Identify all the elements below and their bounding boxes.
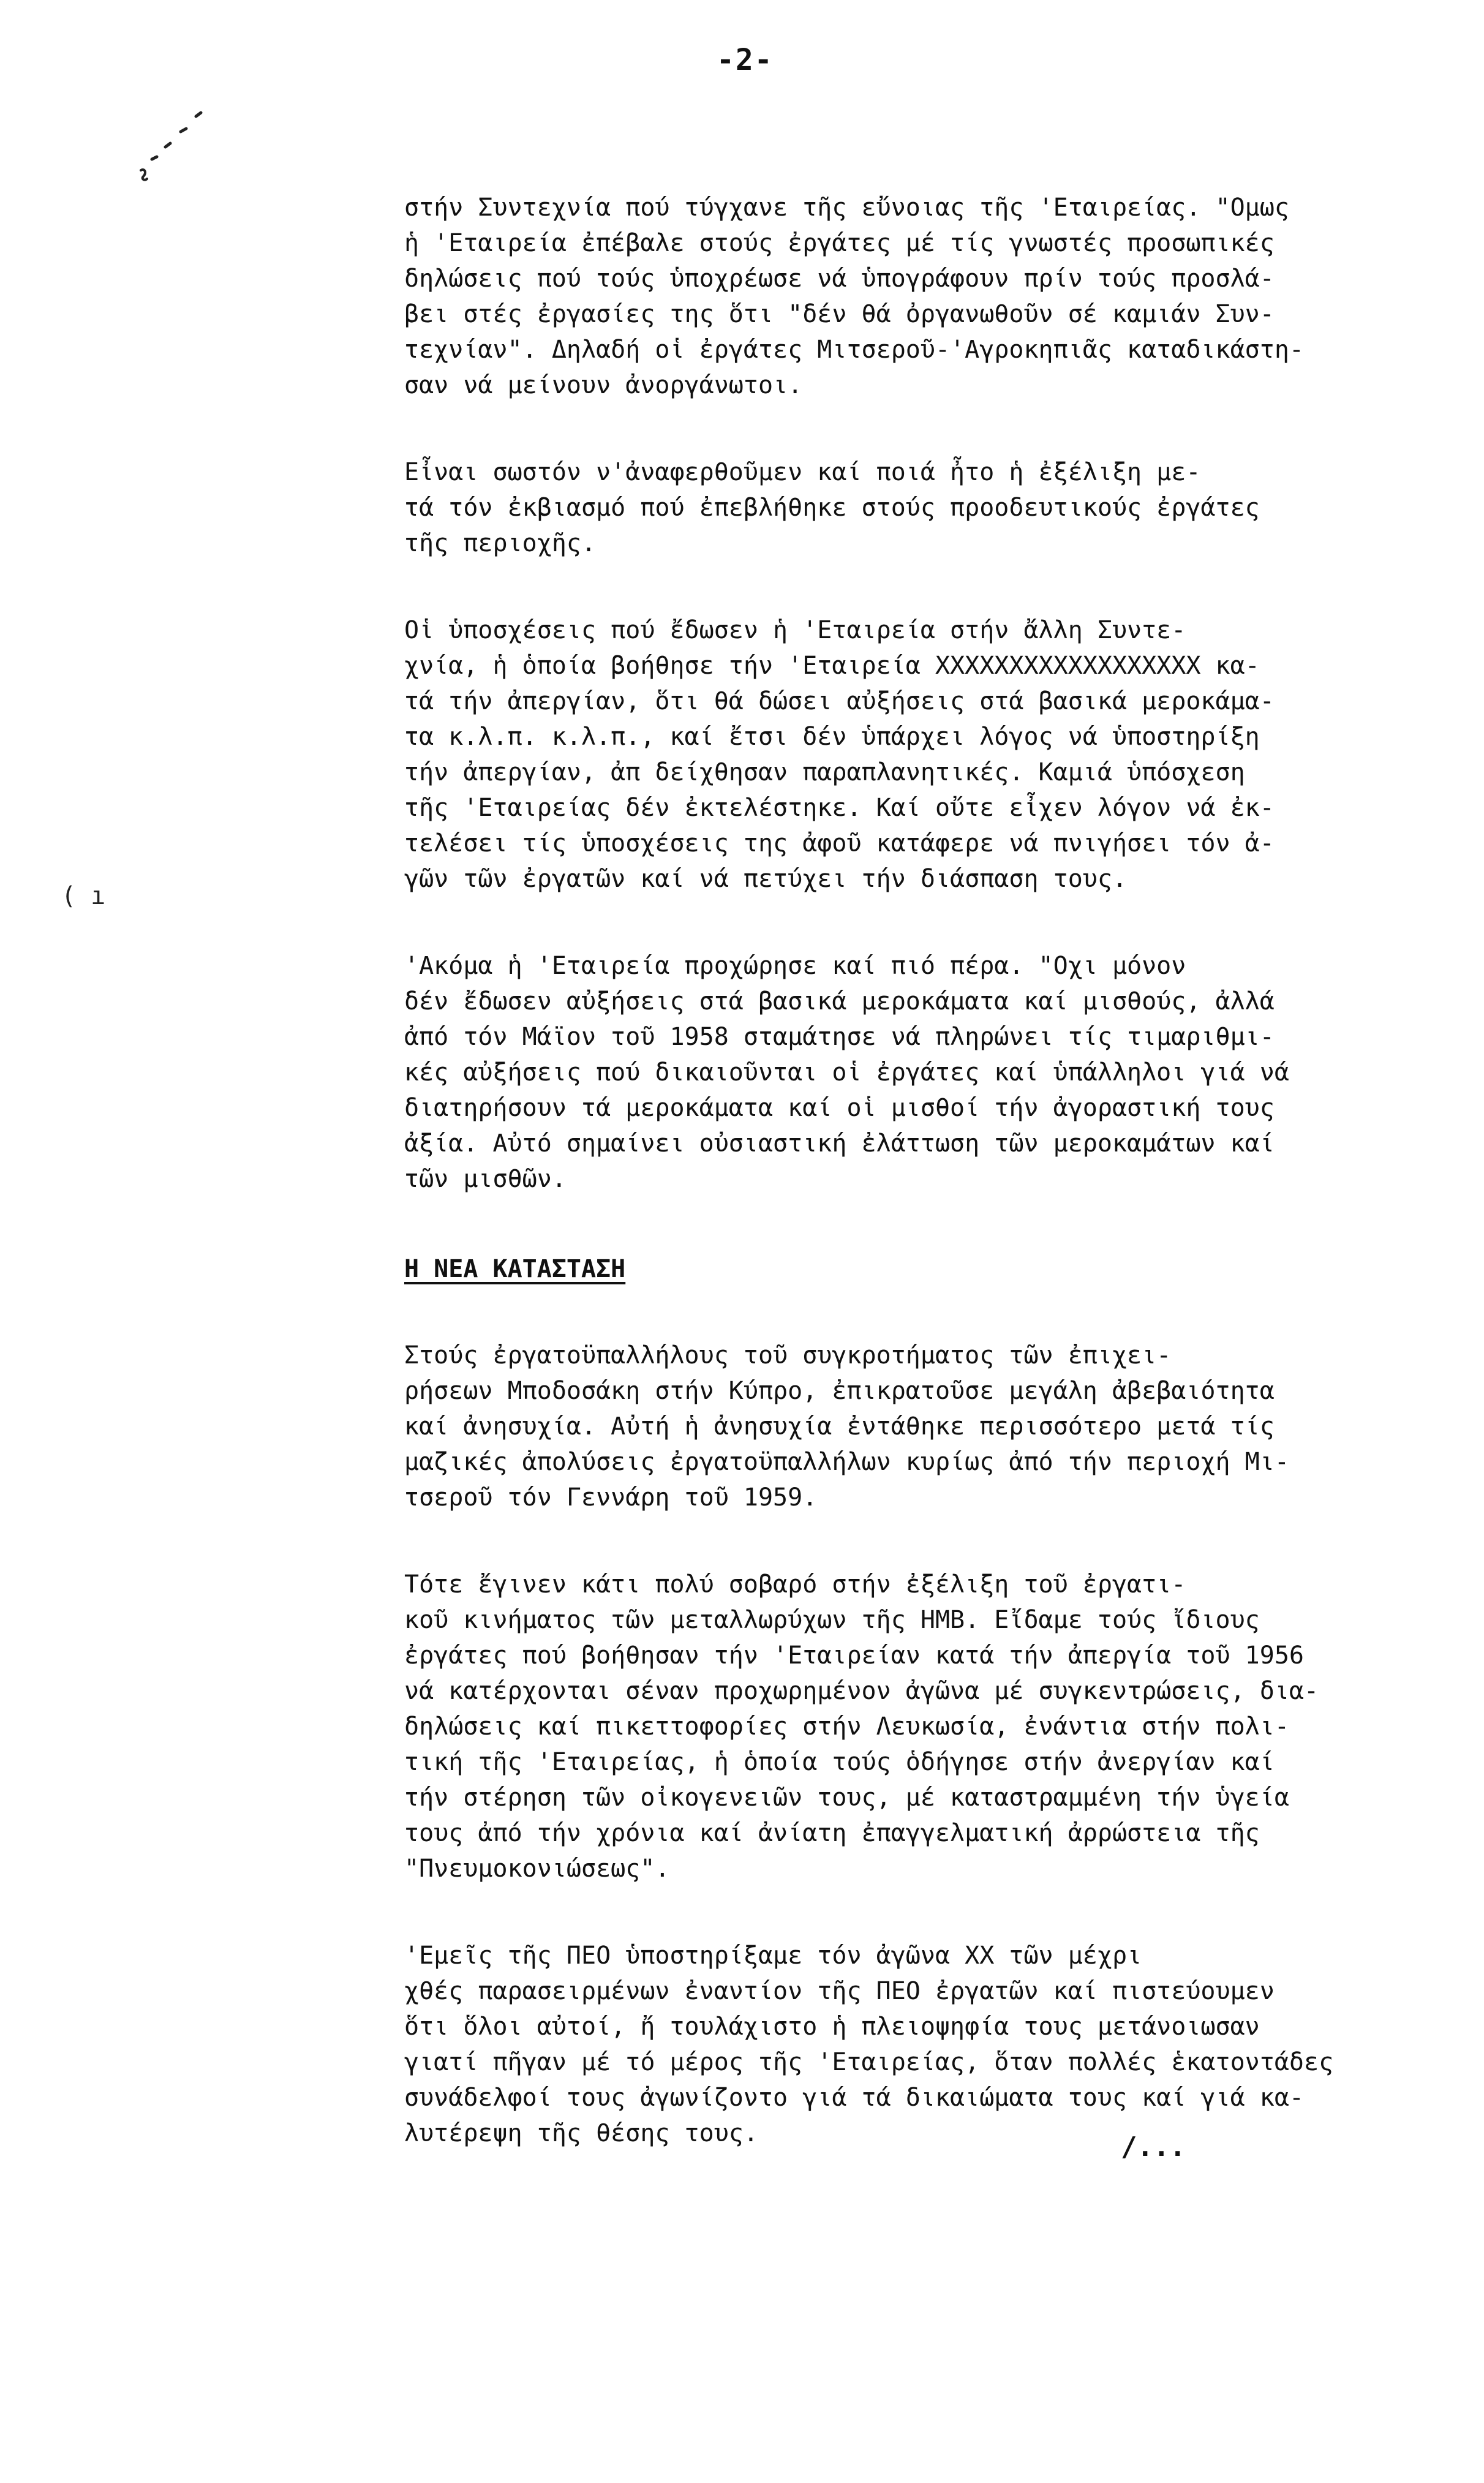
continuation-mark: /...	[1121, 2131, 1186, 2163]
paragraph-5: Στούς ἐργατοϋπαλλήλους τοῦ συγκροτήματος τῶν ἐπιχει- ρήσεων Μποδοσάκη στήν Κύπρο, ἐπικρατοῦσε μεγάλη ἀβεβαιότητα καί ἀνησυχία. Αὐτή ἡ ἀνησυχία ἐντάθηκε περισσότερο μετά τίς μαζικές ἀπολύσεις ἐργατοϋπαλλήλων κυρίως ἀπό τήν περιοχή Μι- τσεροῦ τόν Γεννάρη τοῦ 1959.	[404, 1341, 1289, 1512]
paragraph-7: 'Εμεῖς τῆς ΠΕΟ ὑποστηρίξαμε τόν ἀγῶνα ΧΧ τῶν μέχρι χθές παρασειρμένων ἐναντίον τῆς ΠΕΟ ἐργατῶν καί πιστεύουμεν ὅτι ὅλοι αὐτοί, ἤ τουλάχιστο ἡ πλειοψηφία τους μετάνοιωσαν γιατί πῆγαν μέ τό μέρος τῆς 'Εταιρείας, ὅταν πολλές ἑκατοντάδες συνάδελφοί τους ἀγωνίζοντο γιά τά δικαιώματα τους καί γιά κα- λυτέρεψη τῆς θέσης τους.	[404, 1942, 1334, 2147]
page-number: -2-	[717, 43, 774, 77]
paragraph-1: στήν Συντεχνία πού τύγχανε τῆς εὔνοιας τῆς 'Εταιρείας. "Ομως ἡ 'Εταιρεία ἐπέβαλε στούς ἐργάτες μέ τίς γνωστές προσωπικές δηλώσεις πού τούς ὑποχρέωσε νά ὑπογράφουν πρίν τούς προσλά- βει στές ἐργασίες της ὅτι "δέν θά ὀργανωθοῦν σέ καμιάν Συν- τεχνίαν". Δηλαδή οἱ ἐργάτες Μιτσεροῦ-'Αγροκηπιᾶς καταδικάστη- σαν νά μείνουν ἀνοργάνωτοι.	[404, 194, 1305, 399]
document-body	[404, 190, 1415, 2151]
paragraph-2: Εἶναι σωστόν ν'ἀναφερθοῦμεν καί ποιά ἦτο ἡ ἐξέλιξη με- τά τόν ἐκβιασμό πού ἐπεβλήθηκε στούς προοδευτικούς ἐργάτες τῆς περιοχῆς.	[404, 458, 1260, 557]
paragraph-6: Τότε ἔγινεν κάτι πολύ σοβαρό στήν ἐξέλιξη τοῦ ἐργατι- κοῦ κινήματος τῶν μεταλλωρύχων τῆς ΗΜΒ. Εἴδαμε τούς ἴδιους ἐργάτες πού βοήθησαν τήν 'Εταιρείαν κατά τήν ἀπεργία τοῦ 1956 νά κατέρχονται σέναν προχωρημένον ἀγῶνα μέ συγκεντρώσεις, δια- δηλώσεις καί πικεττοφορίες στήν Λευκωσία, ἐνάντια στήν πολι- τική τῆς 'Εταιρείας, ἡ ὁποία τούς ὁδήγησε στήν ἀνεργίαν καί τήν στέρηση τῶν οἰκογενειῶν τους, μέ καταστραμμένη τήν ὑγεία τους ἀπό τήν χρόνια καί ἀνίατη ἐπαγγελματική ἀρρώστεια τῆς "Πνευμοκονιώσεως".	[404, 1570, 1319, 1883]
handwritten-margin-mark	[122, 104, 233, 202]
paragraph-4: 'Ακόμα ἡ 'Εταιρεία προχώρησε καί πιό πέρα. "Οχι μόνον δέν ἔδωσεν αὐξήσεις στά βασικά μεροκάματα καί μισθούς, ἀλλά ἀπό τόν Μάϊον τοῦ 1958 σταμάτησε νά πληρώνει τίς τιμαριθμι- κές αὐξήσεις πού δικαιοῦνται οἱ ἐργάτες καί ὑπάλληλοι γιά νά διατηρήσουν τά μεροκάματα καί οἱ μισθοί τήν ἀγοραστική τους ἀξία. Αὐτό σημαίνει οὐσιαστική ἐλάττωση τῶν μεροκαμάτων καί τῶν μισθῶν.	[404, 952, 1289, 1193]
margin-bracket-mark: ( ı	[61, 882, 106, 910]
paragraph-3: Οἱ ὑποσχέσεις πού ἔδωσεν ἡ 'Εταιρεία στήν ἄλλη Συντε- χνία, ἡ ὁποία βοήθησε τήν 'Εταιρεία XXXXXXXXXXXXXXXXXX κα- τά τήν ἀπεργίαν, ὅτι θά δώσει αὐξήσεις στά βασικά μεροκάμα- τα κ.λ.π. κ.λ.π., καί ἔτσι δέν ὑπάρχει λόγος νά ὑποστηρίξη τήν ἀπεργίαν, ἀπ δείχθησαν παραπλανητικές. Καμιά ὑπόσχεση τῆς 'Εταιρείας δέν ἐκτελέστηκε. Καί οὔτε εἶχεν λόγον νά ἐκ- τελέσει τίς ὑποσχέσεις της ἀφοῦ κατάφερε νά πνιγήσει τόν ἀ- γῶν τῶν ἐργατῶν καί νά πετύχει τήν διάσπαση τους.	[404, 616, 1275, 893]
section-heading: Η ΝΕΑ ΚΑΤΑΣΤΑΣΗ	[404, 1255, 626, 1283]
